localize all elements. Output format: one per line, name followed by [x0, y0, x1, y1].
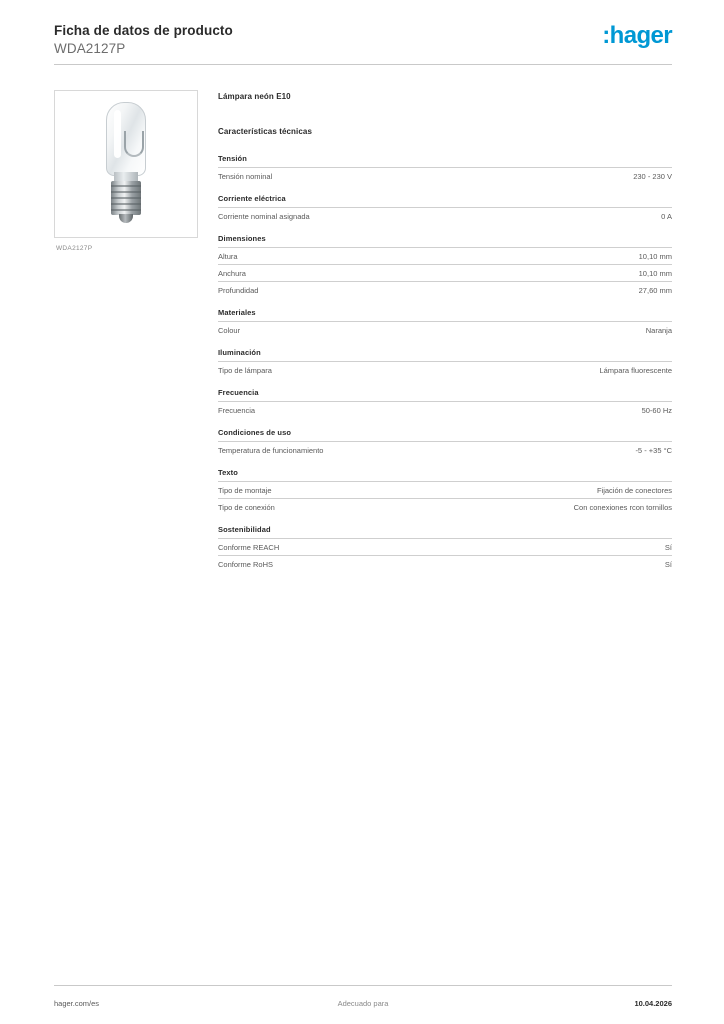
- bulb-screw-base: [111, 181, 141, 215]
- spec-row: [218, 247, 672, 264]
- spec-group: [218, 308, 672, 338]
- spec-label: Colour: [218, 325, 241, 335]
- spec-value: Fijación de conectores: [596, 485, 672, 495]
- spec-value: 10,10 mm: [638, 268, 672, 278]
- bulb-filament: [124, 131, 144, 157]
- spec-label: Anchura: [218, 268, 246, 278]
- header-titles: [54, 22, 233, 58]
- neon-lamp-icon: [99, 102, 153, 226]
- spec-value: 27,60 mm: [638, 285, 672, 295]
- footer-website[interactable]: hager.com/es: [54, 999, 100, 1008]
- spec-value: 0 A: [661, 211, 672, 221]
- spec-group: [218, 154, 672, 184]
- spec-label: Tipo de montaje: [218, 485, 272, 495]
- footer-date: 10.04.2026: [634, 999, 672, 1008]
- spec-group: [218, 348, 672, 378]
- spec-group-title: Sostenibilidad: [218, 525, 271, 534]
- product-name: Lámpara neón E10: [218, 92, 291, 101]
- spec-row: [218, 321, 672, 338]
- spec-row: [218, 555, 672, 572]
- product-image-caption: WDA2127P: [56, 245, 93, 252]
- spec-value: Sí: [664, 542, 672, 552]
- product-reference: WDA2127P: [54, 41, 126, 57]
- spec-label: Tipo de lámpara: [218, 365, 272, 375]
- product-image: [54, 90, 198, 238]
- spec-group: [218, 525, 672, 572]
- spec-row: [218, 361, 672, 378]
- spec-row: [218, 207, 672, 224]
- spec-label: Tipo de conexión: [218, 502, 275, 512]
- bulb-glass: [106, 102, 146, 176]
- spec-value: 50-60 Hz: [641, 405, 672, 415]
- spec-group-title: Tensión: [218, 154, 247, 163]
- spec-group-title: Dimensiones: [218, 234, 266, 243]
- spec-row: [218, 481, 672, 498]
- spec-group-title: Texto: [218, 468, 238, 477]
- spec-group: [218, 468, 672, 515]
- section-heading-technical: Características técnicas: [218, 127, 313, 136]
- spec-value: 230 - 230 V: [633, 171, 672, 181]
- spec-label: Corriente nominal asignada: [218, 211, 310, 221]
- page-title: Ficha de datos de producto: [54, 23, 233, 38]
- spec-group-title: Frecuencia: [218, 388, 259, 397]
- specification-column: [218, 92, 672, 582]
- spec-group: [218, 234, 672, 298]
- spec-value: Naranja: [645, 325, 672, 335]
- spec-group: [218, 428, 672, 458]
- spec-value: Lámpara fluorescente: [599, 365, 672, 375]
- spec-label: Tensión nominal: [218, 171, 273, 181]
- spec-value: -5 - +35 °C: [635, 445, 672, 455]
- spec-group-title: Iluminación: [218, 348, 261, 357]
- spec-group-title: Materiales: [218, 308, 256, 317]
- spec-group-title: Condiciones de uso: [218, 428, 292, 437]
- page-footer: [54, 999, 672, 1008]
- bulb-contact-tip: [119, 214, 133, 223]
- spec-label: Frecuencia: [218, 405, 256, 415]
- hager-logo: :hager: [602, 22, 672, 49]
- spec-row: [218, 401, 672, 418]
- spec-label: Conforme RoHS: [218, 559, 274, 569]
- spec-group: [218, 194, 672, 224]
- spec-row: [218, 264, 672, 281]
- spec-value: Con conexiones rcon tornillos: [573, 502, 672, 512]
- spec-value: Sí: [664, 559, 672, 569]
- spec-row: [218, 498, 672, 515]
- spec-groups: [218, 154, 672, 572]
- page-header: [54, 22, 672, 58]
- footer-center-note: Adecuado para: [337, 999, 389, 1008]
- spec-label: Profundidad: [218, 285, 259, 295]
- spec-group: [218, 388, 672, 418]
- spec-row: [218, 281, 672, 298]
- spec-row: [218, 167, 672, 184]
- spec-value: 10,10 mm: [638, 251, 672, 261]
- spec-label: Altura: [218, 251, 238, 261]
- spec-row: [218, 441, 672, 458]
- footer-divider: [54, 985, 672, 986]
- spec-group-title: Corriente eléctrica: [218, 194, 286, 203]
- spec-row: [218, 538, 672, 555]
- header-divider: [54, 64, 672, 65]
- spec-label: Conforme REACH: [218, 542, 280, 552]
- spec-label: Temperatura de funcionamiento: [218, 445, 324, 455]
